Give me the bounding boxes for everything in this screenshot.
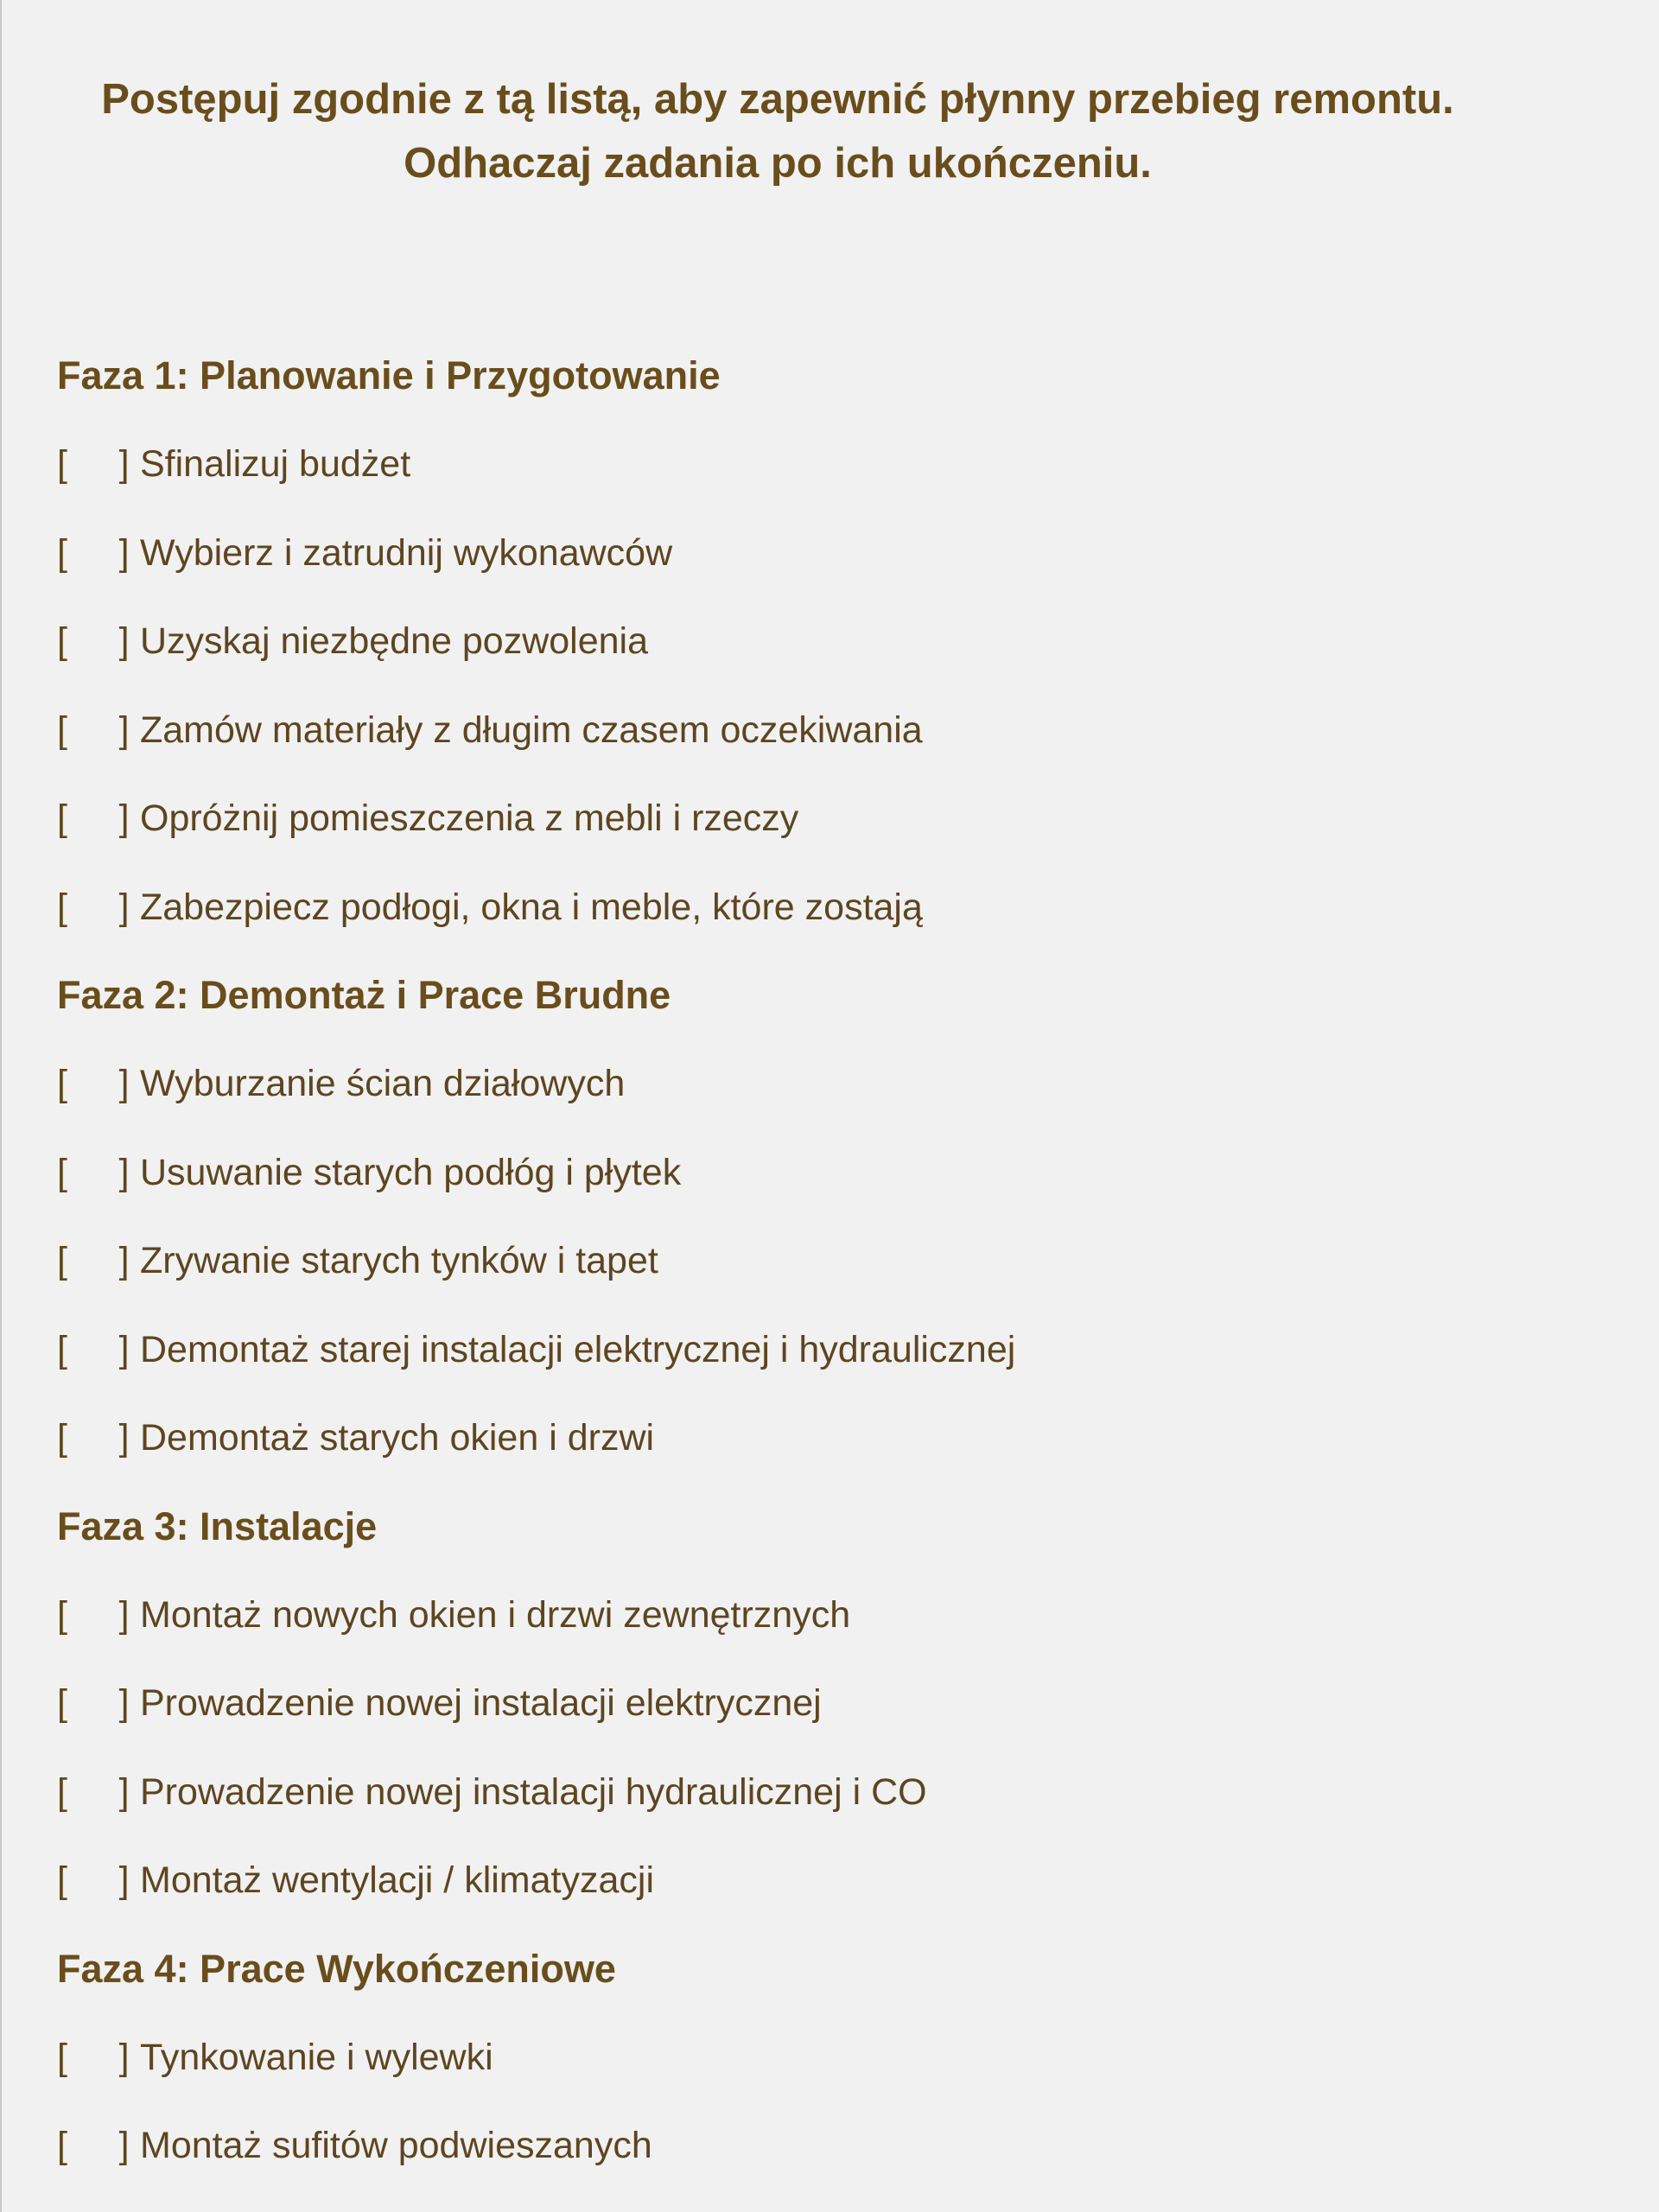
- task-checkbox[interactable]: [ ]: [57, 798, 130, 839]
- phase-title: Faza 3: Instalacje: [57, 1503, 378, 1548]
- intro-line-1: Postępuj zgodnie z tą listą, aby zapewnić płynny przebieg remontu.: [101, 76, 1454, 123]
- task-item: [57, 686, 1612, 775]
- task-label: Zamów materiały z długim czasem oczekiwania: [140, 709, 923, 751]
- task-item: [57, 863, 1612, 952]
- phase-2: [57, 951, 1612, 1483]
- phase-1: [57, 332, 1612, 951]
- task-item: [57, 1394, 1612, 1483]
- task-list: [57, 1571, 1612, 1925]
- task-label: Zrywanie starych tynków i tapet: [140, 1240, 658, 1281]
- task-checkbox[interactable]: [ ]: [57, 531, 130, 574]
- intro-line-2: Odhaczaj zadania po ich ukończeniu.: [404, 140, 1152, 187]
- phase-title: Faza 1: Planowanie i Przygotowanie: [57, 353, 721, 397]
- task-checkbox[interactable]: [ ]: [57, 1063, 130, 1104]
- task-item: [57, 1571, 1612, 1660]
- task-label: Prowadzenie nowej instalacji elektrycznej: [140, 1682, 822, 1724]
- task-item: [57, 597, 1612, 686]
- task-checkbox[interactable]: [ ]: [57, 1682, 130, 1724]
- task-item: [57, 1748, 1612, 1837]
- task-item: [57, 2101, 1612, 2190]
- task-item: [57, 1306, 1612, 1395]
- task-label: Sfinalizuj budżet: [140, 443, 411, 485]
- intro-text: [2, 67, 1554, 195]
- task-label: Demontaż starej instalacji elektrycznej i hydraulicznej: [140, 1328, 1016, 1370]
- task-label: Opróżnij pomieszczenia z mebli i rzeczy: [140, 798, 799, 839]
- task-item: [57, 1217, 1612, 1306]
- task-label: Montaż nowych okien i drzwi zewnętrznych: [140, 1593, 851, 1636]
- task-checkbox[interactable]: [ ]: [57, 1417, 130, 1459]
- task-checkbox[interactable]: [ ]: [57, 709, 130, 751]
- task-list: [57, 1039, 1612, 1483]
- task-label: Usuwanie starych podłóg i płytek: [140, 1151, 682, 1193]
- task-label: Montaż wentylacji / klimatyzacji: [140, 1859, 655, 1901]
- task-item: [57, 1836, 1612, 1925]
- task-checkbox[interactable]: [ ]: [57, 443, 130, 485]
- phase-3: [57, 1483, 1612, 1925]
- task-label: Prowadzenie nowej instalacji hydraulicznej i CO: [140, 1770, 927, 1813]
- task-checkbox[interactable]: [ ]: [57, 1240, 130, 1281]
- task-checkbox[interactable]: [ ]: [57, 1770, 130, 1813]
- task-checkbox[interactable]: [ ]: [57, 2125, 130, 2166]
- task-checkbox[interactable]: [ ]: [57, 620, 130, 662]
- checklist-content: [57, 332, 1612, 2190]
- task-item: [57, 509, 1612, 598]
- phase-title: Faza 2: Demontaż i Prace Brudne: [57, 973, 671, 1017]
- task-checkbox[interactable]: [ ]: [57, 1151, 130, 1193]
- task-item: [57, 1128, 1612, 1217]
- task-label: Demontaż starych okien i drzwi: [140, 1417, 655, 1459]
- task-checkbox[interactable]: [ ]: [57, 2036, 130, 2078]
- task-list: [57, 2013, 1612, 2190]
- phase-title: Faza 4: Prace Wykończeniowe: [57, 1946, 616, 1991]
- task-label: Wyburzanie ścian działowych: [140, 1063, 626, 1104]
- task-checkbox[interactable]: [ ]: [57, 886, 130, 928]
- task-label: Montaż sufitów podwieszanych: [140, 2125, 652, 2166]
- task-label: Wybierz i zatrudnij wykonawców: [140, 531, 673, 574]
- task-item: [57, 420, 1612, 509]
- task-checkbox[interactable]: [ ]: [57, 1593, 130, 1636]
- task-checkbox[interactable]: [ ]: [57, 1328, 130, 1370]
- task-item: [57, 774, 1612, 863]
- phase-4: [57, 1925, 1612, 2190]
- task-item: [57, 2013, 1612, 2102]
- task-list: [57, 420, 1612, 951]
- task-item: [57, 1659, 1612, 1748]
- task-label: Zabezpiecz podłogi, okna i meble, które zostają: [140, 886, 923, 928]
- task-checkbox[interactable]: [ ]: [57, 1859, 130, 1901]
- task-label: Uzyskaj niezbędne pozwolenia: [140, 620, 649, 662]
- task-item: [57, 1039, 1612, 1128]
- task-label: Tynkowanie i wylewki: [140, 2036, 493, 2078]
